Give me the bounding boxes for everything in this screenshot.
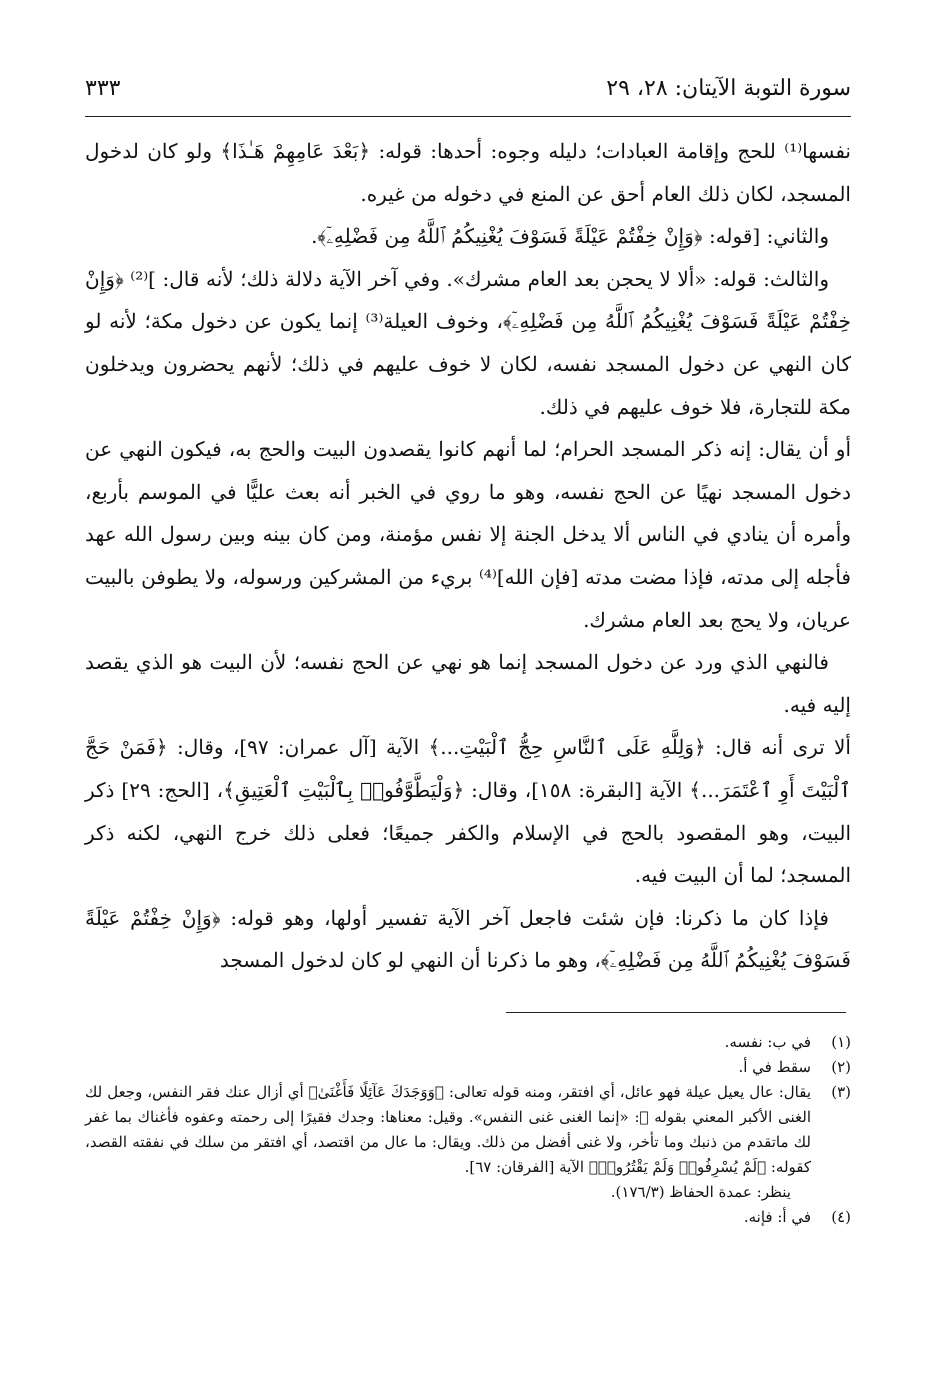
footnote-text: في أ: فإنه. — [743, 1208, 811, 1226]
footnote-3 — [85, 1080, 851, 1180]
footnote-3-reference: ينظر: عمدة الحفاظ (١٧٦/٣). — [610, 1183, 791, 1201]
main-text — [85, 130, 851, 982]
paragraph-7: فإذا كان ما ذكرنا: فإن شئت فاجعل آخر الآية تفسير أولها، وهو قوله: ﴿وَإِنْ خِفْتُمْ عَيْلَةً فَسَوْفَ يُغْنِيكُمُ ٱللَّهُ مِن فَضْلِهِۦٓ﴾، وهو ما ذكرنا أن النهي لو كان لدخول المسجد — [85, 905, 851, 973]
footnote-number: (٤) — [831, 1208, 851, 1226]
paragraph-5: فالنهي الذي ورد عن دخول المسجد إنما هو نهي عن الحج نفسه؛ لأن البيت هو الذي يقصد إليه فيه. — [85, 650, 851, 717]
page-number: ٣٣٣ — [85, 76, 121, 101]
footnotes — [85, 1030, 851, 1230]
paragraph-3: والثالث: قوله: «ألا لا يحجن بعد العام مشرك». وفي آخر الآية دلالة ذلك؛ لأنه قال: ]⁽²⁾ ﴿وَإِنْ خِفْتُمْ عَيْلَةً فَسَوْفَ يُغْنِيكُمُ ٱللَّهُ مِن فَضْلِهِۦٓ﴾، وخوف العيلة⁽³⁾ إنما يكون عن دخول مكة؛ لأنه لو كان النهي عن دخول المسجد نفسه، لكان لا خوف عليهم في ذلك؛ لأنهم يحضرون ويدخلون مكة للتجارة، فلا خوف عليهم في ذلك. — [85, 266, 851, 419]
paragraph-2: والثاني: [قوله: ﴿وَإِنْ خِفْتُمْ عَيْلَةً فَسَوْفَ يُغْنِيكُمُ ٱللَّهُ مِن فَضْلِهِۦٓ﴾. — [311, 224, 829, 249]
footnote-number: (٢) — [831, 1058, 851, 1076]
header-title: سورة التوبة الآيتان: ٢٨، ٢٩ — [606, 76, 851, 101]
footnote-4 — [85, 1205, 851, 1230]
paragraph-6: ألا ترى أنه قال: ﴿وَلِلَّهِ عَلَى ٱلنَّاسِ حِجُّ ٱلْبَيْتِ...﴾ الآية [آل عمران: ٩٧]، وقال: ﴿فَمَنْ حَجَّ ٱلْبَيْتَ أَوِ ٱعْتَمَرَ...﴾ الآية [البقرة: ١٥٨]، وقال: ﴿وَلْيَطَّوَّفُوا۟ بِٱلْبَيْتِ ٱلْعَتِيقِ﴾، [الحج: ٢٩] ذكر البيت، وهو المقصود بالحج في الإسلام والكفر جميعًا؛ فعلى ذلك خرج النهي، لكنه ذكر المسجد؛ لما أن البيت فيه. — [85, 735, 851, 888]
footnote-1 — [85, 1030, 851, 1055]
running-header — [85, 72, 851, 114]
footnote-divider — [506, 1012, 846, 1013]
footnote-number: (١) — [831, 1033, 851, 1051]
footnote-2 — [85, 1055, 851, 1080]
header-divider — [85, 116, 851, 117]
footnote-text: يقال: عال يعيل عيلة فهو عائل، أي افتقر، ومنه قوله تعالى: ﴿وَوَجَدَكَ عَآئِلًا فَأَغْنَىٰ﴾ أي أزال عنك فقر النفس، وجعل لك الغنى الأكبر المعني بقوله ﷺ: «إنما الغنى غنى النفس». وقيل: معناها: وجدك فقيرًا إلى رحمته وعفوه فأغناك بما غفر لك ماتقدم من ذنبك وما تأخر، ولا غنى أفضل من ذلك. ويقال: ما عال من اقتصد، أي افتقر من سلك في نفقته القصد، كقوله: ﴿لَمْ يُسْرِفُوا۟ وَلَمْ يَقْتُرُوا۟﴾ الآية [الفرقان: ٦٧]. — [85, 1083, 811, 1176]
footnote-text: في ب: نفسه. — [724, 1033, 811, 1051]
footnote-number: (٣) — [831, 1083, 851, 1101]
paragraph-4: أو أن يقال: إنه ذكر المسجد الحرام؛ لما أنهم كانوا يقصدون البيت والحج به، فيكون النهي عن دخول المسجد نهيًا عن الحج نفسه، وهو ما روي في الخبر أنه بعث عليًّا في الموسم بأربع، وأمره أن ينادي في الناس ألا يدخل الجنة إلا نفس مؤمنة، ومن كان بينه وبين رسول الله عهد فأجله إلى مدته، فإذا مضت مدته [فإن الله]⁽⁴⁾ بريء من المشركين ورسوله، ولا يطوفن بالبيت عريان، ولا يحج بعد العام مشرك. — [85, 437, 852, 632]
paragraph-1: نفسها⁽¹⁾ للحج وإقامة العبادات؛ دليله وجوه: أحدها: قوله: ﴿بَعْدَ عَامِهِمْ هَـٰذَا﴾ ولو كان لدخول المسجد، لكان ذلك العام أحق عن المنع في دخوله من غيره. — [85, 139, 851, 206]
footnote-text: سقط في أ. — [738, 1058, 811, 1076]
